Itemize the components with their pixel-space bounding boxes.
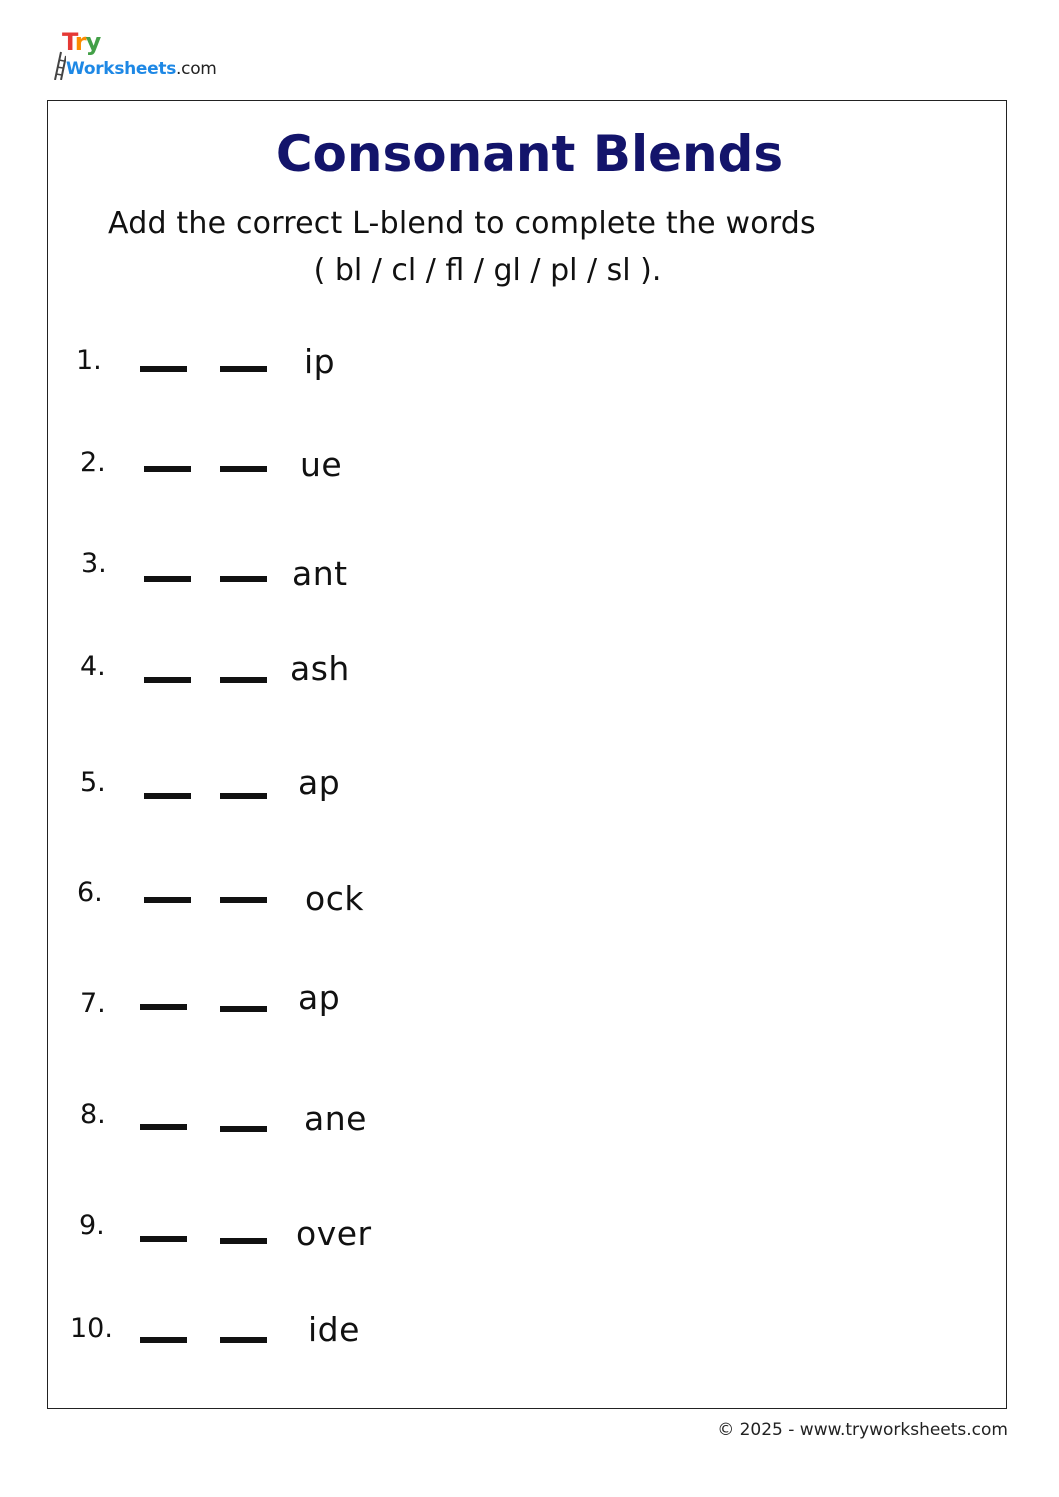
site-logo[interactable] (50, 28, 230, 84)
blank-line-1[interactable] (144, 576, 191, 582)
item-number: 3. (81, 548, 107, 579)
item-number: 4. (80, 651, 106, 682)
item-number: 7. (80, 988, 106, 1019)
copyright-footer: © 2025 - www.tryworksheets.com (717, 1420, 1008, 1440)
word-ending: ock (305, 879, 364, 918)
word-ending: ide (308, 1310, 360, 1349)
blank-line-2[interactable] (220, 366, 267, 372)
instruction-line-1: Add the correct L-blend to complete the words (108, 206, 816, 241)
blank-line-1[interactable] (144, 677, 191, 683)
page-title: Consonant Blends (275, 125, 784, 183)
logo-worksheets-text: Worksheets.com (66, 59, 217, 79)
word-ending: ant (292, 554, 348, 593)
blank-line-2[interactable] (220, 897, 267, 903)
blank-line-1[interactable] (140, 1337, 187, 1343)
worksheet-border (47, 100, 1007, 1409)
word-ending: ane (304, 1099, 367, 1138)
blank-line-2[interactable] (220, 1126, 267, 1132)
blank-line-1[interactable] (144, 793, 191, 799)
blank-line-2[interactable] (220, 466, 267, 472)
item-number: 9. (79, 1210, 105, 1241)
word-ending: ash (290, 649, 350, 688)
blank-line-2[interactable] (220, 1337, 267, 1343)
blank-line-1[interactable] (144, 466, 191, 472)
blank-line-1[interactable] (140, 1124, 187, 1130)
item-number: 5. (80, 767, 106, 798)
blank-line-1[interactable] (144, 897, 191, 903)
word-ending: ap (298, 763, 341, 802)
blank-line-1[interactable] (140, 366, 187, 372)
blank-line-2[interactable] (220, 1006, 267, 1012)
item-number: 2. (80, 447, 106, 478)
blank-line-1[interactable] (140, 1004, 187, 1010)
blank-line-1[interactable] (140, 1236, 187, 1242)
blank-line-2[interactable] (220, 576, 267, 582)
word-ending: ap (298, 978, 341, 1017)
item-number: 6. (77, 877, 103, 908)
instruction-line-2: ( bl / cl / fl / gl / pl / sl ). (313, 253, 662, 288)
word-ending: over (296, 1214, 372, 1253)
blank-line-2[interactable] (220, 1238, 267, 1244)
word-ending: ip (304, 342, 336, 381)
blank-line-2[interactable] (220, 677, 267, 683)
blank-line-2[interactable] (220, 793, 267, 799)
item-number: 8. (80, 1099, 106, 1130)
item-number: 1. (76, 345, 102, 376)
item-number: 10. (70, 1313, 113, 1344)
logo-try-text: Try (62, 28, 101, 56)
word-ending: ue (300, 445, 343, 484)
